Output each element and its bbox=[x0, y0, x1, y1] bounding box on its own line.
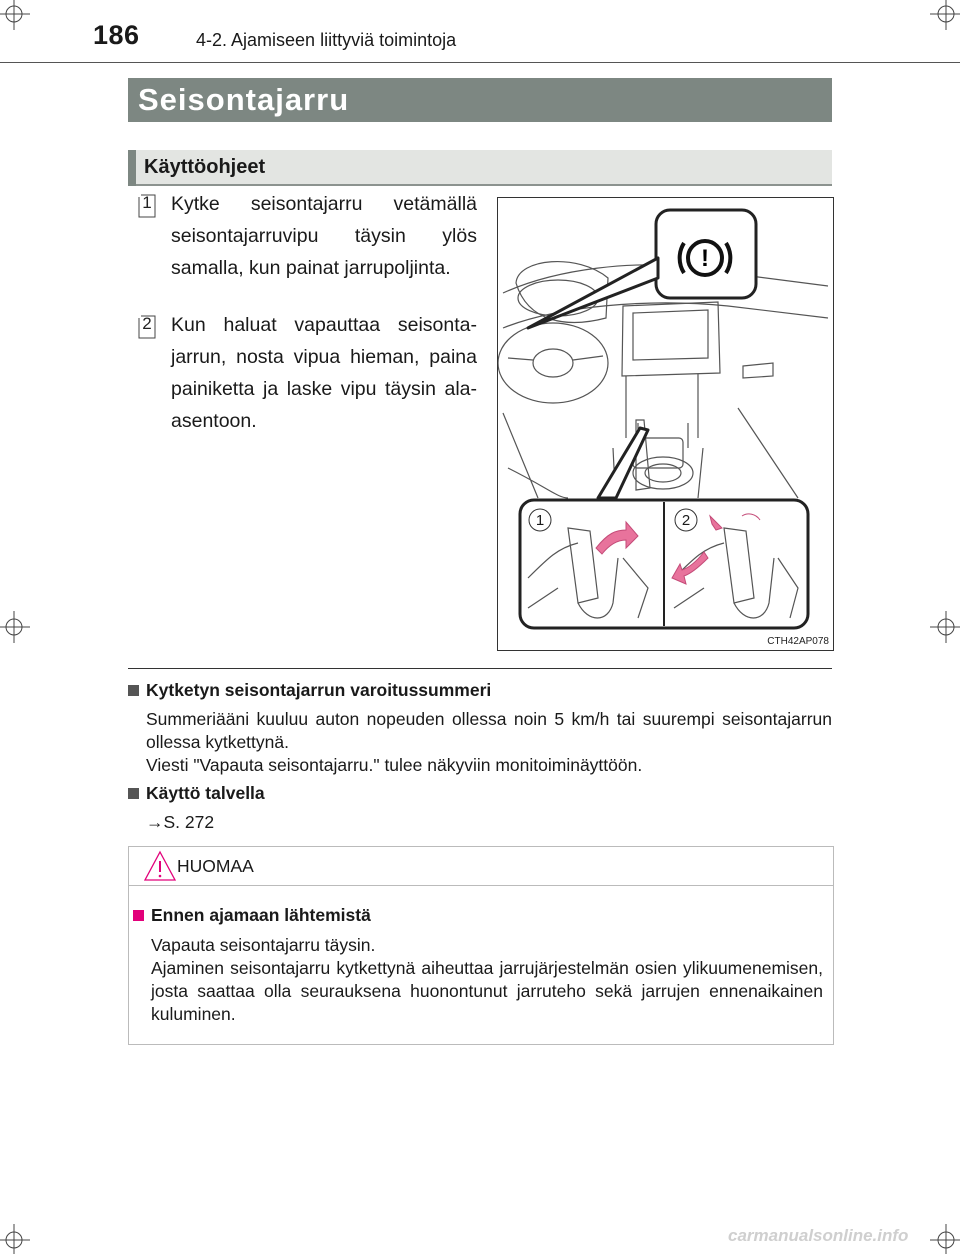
notice-box bbox=[128, 846, 834, 1045]
figure-code: CTH42AP078 bbox=[767, 636, 829, 647]
note-buzzer bbox=[128, 680, 832, 777]
illustration-drawing bbox=[498, 198, 833, 650]
step-2 bbox=[137, 309, 477, 437]
page-title: Seisontajarru bbox=[138, 82, 350, 117]
step-number: 1 bbox=[142, 193, 152, 212]
section-title: 4-2. Ajamiseen liittyviä toimintoja bbox=[196, 30, 457, 50]
page-reference-link[interactable]: →S. 272 bbox=[146, 812, 215, 832]
parking-brake-illustration bbox=[497, 197, 834, 651]
note-text: Viesti "Vapauta seisontajarru." tulee näkyviin monitoiminäyttöön. bbox=[146, 755, 643, 775]
notice-header bbox=[129, 847, 833, 886]
warning-triangle-icon bbox=[143, 850, 177, 882]
title-bar bbox=[128, 78, 832, 122]
step-1 bbox=[137, 188, 477, 284]
bullet-square-icon bbox=[128, 788, 139, 799]
note-heading-text: Kytketyn seisontajarrun varoitussummeri bbox=[146, 680, 492, 700]
notice-text: Ajaminen seisontajarru kytkettynä aiheuttaa jarrujärjestelmän osien ylikuumenemisen, josta saattaa olla seurauksena huonontunut jarruteho sekä jarrujen ennenaikainen kuluminen. bbox=[151, 958, 823, 1024]
callout-2: 2 bbox=[681, 512, 691, 529]
step-text: Kun haluat vapauttaa seisontajarrun, nosta vipua hieman, paina painiketta ja laske vipu täysin ala-asentoon. bbox=[171, 314, 477, 432]
subsection-bar bbox=[128, 150, 832, 186]
note-heading-text: Käyttö talvella bbox=[146, 783, 265, 803]
watermark: carmanualsonline.info bbox=[728, 1226, 909, 1245]
callout-1: 1 bbox=[535, 512, 545, 529]
notice-content bbox=[133, 905, 823, 1026]
notice-text: Vapauta seisontajarru täysin. bbox=[151, 935, 376, 955]
note-text: Summeriääni kuuluu auton nopeuden ollessa noin 5 km/h tai suurempi seisontajarrun ollessa kytkettynä. bbox=[146, 709, 832, 752]
subsection-marker bbox=[128, 150, 136, 186]
step-text: Kytke seisontajarru vetämällä seisontajarruvipu täysin ylös samalla, kun painat jarrupoljinta. bbox=[171, 193, 477, 279]
notice-heading bbox=[133, 905, 823, 926]
notice-heading-text: Ennen ajamaan lähtemistä bbox=[151, 905, 371, 925]
section-separator bbox=[128, 668, 832, 669]
note-winter bbox=[128, 783, 832, 834]
header-rule bbox=[0, 62, 960, 63]
note-heading bbox=[128, 783, 832, 804]
subsection-title: Käyttöohjeet bbox=[144, 156, 266, 178]
bullet-square-icon bbox=[133, 910, 144, 921]
page-number: 186 bbox=[93, 20, 140, 50]
bullet-square-icon bbox=[128, 685, 139, 696]
notice-label: HUOMAA bbox=[177, 856, 254, 876]
svg-text:!: ! bbox=[701, 245, 709, 272]
step-number: 2 bbox=[142, 314, 152, 333]
note-heading bbox=[128, 680, 832, 701]
